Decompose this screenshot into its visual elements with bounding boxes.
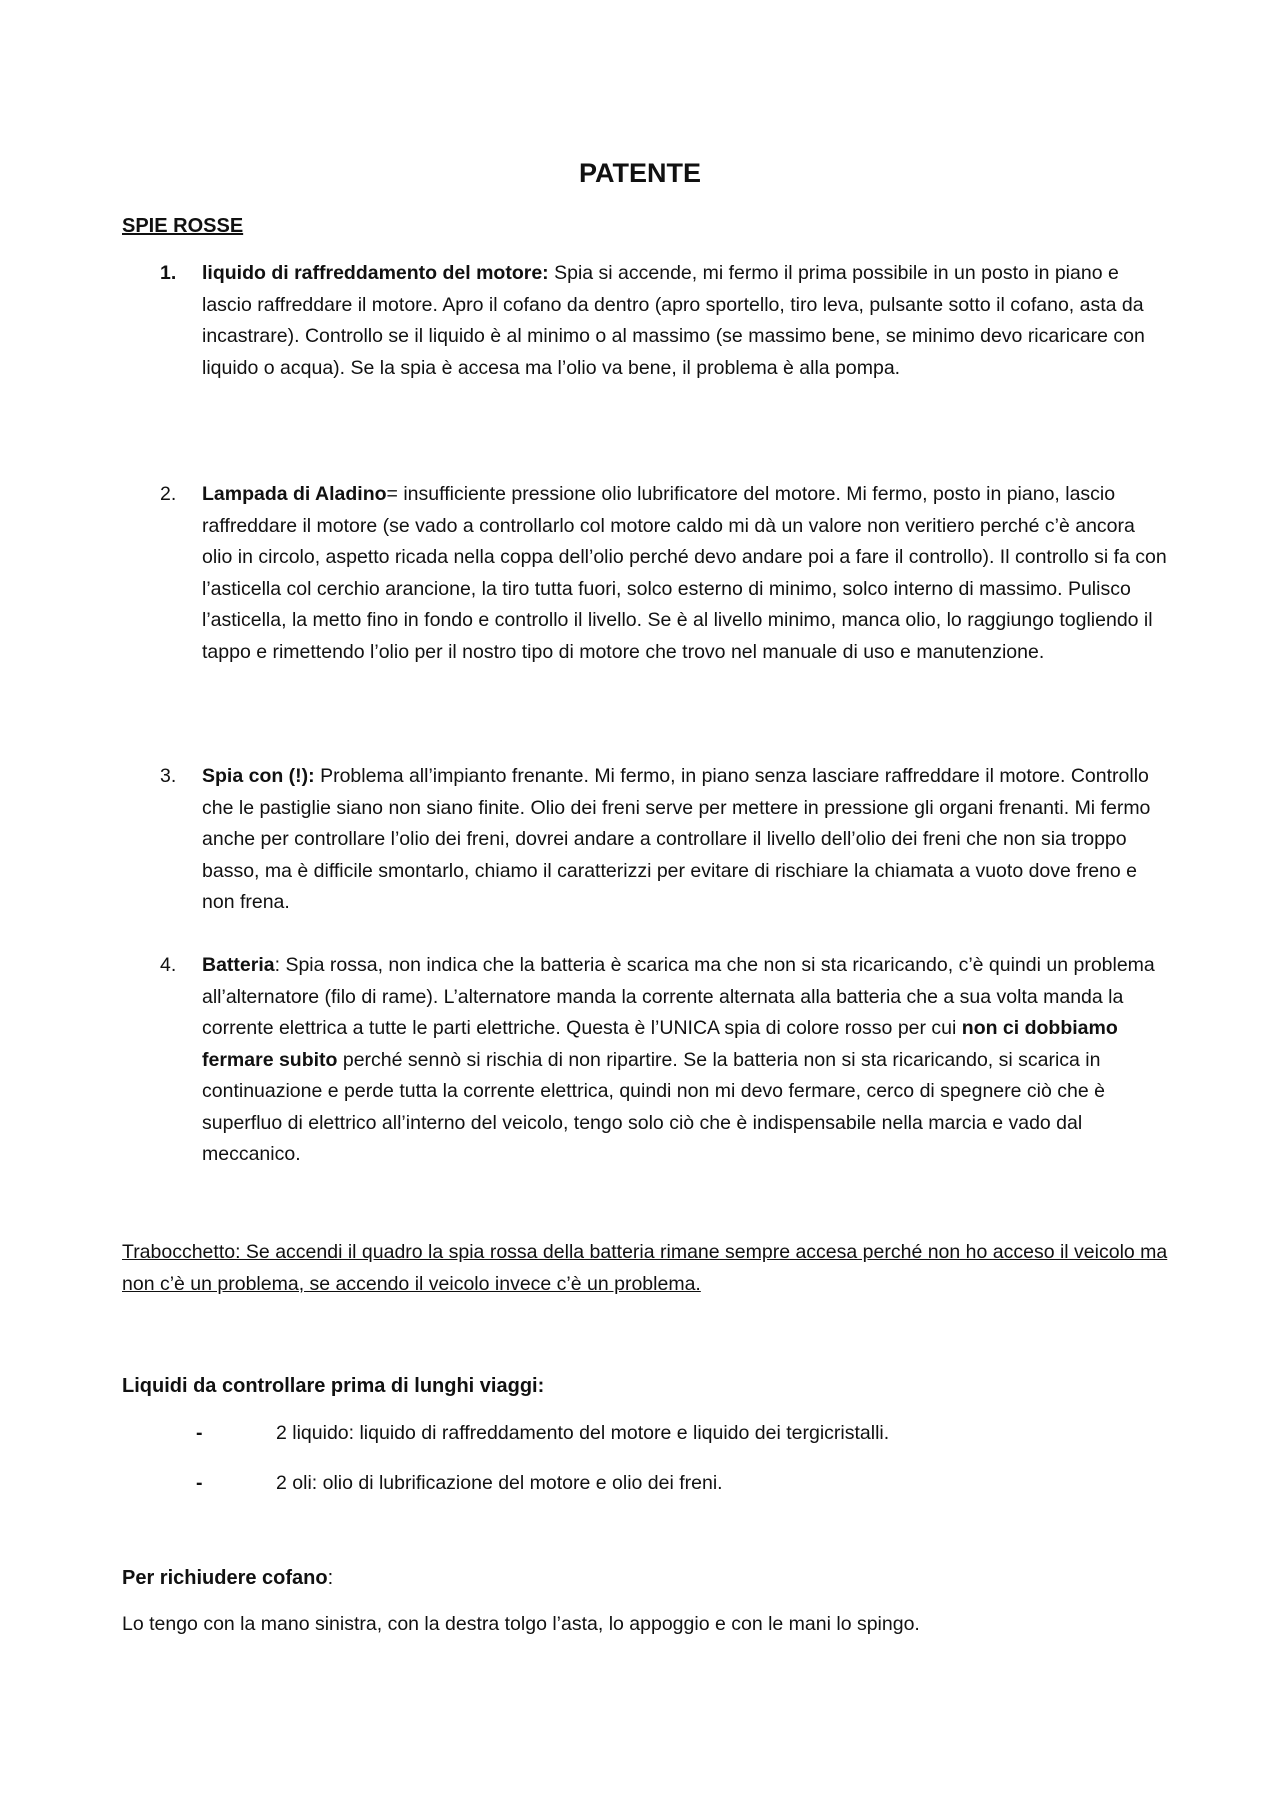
item-description-continued: perché sennò si rischia di non ripartire. Se la batteria non si sta ricaricando, si scarica in continuazione e perde tutta la corrente elettrica, quindi non mi devo fermare, cerco di spegnere ciò che è superfluo di elettrico all’interno del veicolo, tengo solo ciò che è indispensabile nella marcia e vado dal meccanico.: [202, 1048, 1105, 1165]
list-item-4: [160, 950, 1170, 1171]
list-item-text: [202, 258, 1170, 384]
item-description: = insufficiente pressione olio lubrificatore del motore. Mi fermo, posto in piano, lascio raffreddare il motore (se vado a controllarlo col motore caldo mi dà un valore non veritiero perché c’è ancora olio in circolo, aspetto ricada nella coppa dell’olio perché devo andare poi a fare il controllo). Il controllo si fa con l’asticella col cerchio arancione, la tiro tutta fuori, solco esterno di minimo, solco interno di massimo. Pulisco l’asticella, la metto fino in fondo e controllo il livello. Se è al livello minimo, manca olio, lo raggiungo togliendo il tappo e rimettendo l’olio per il nostro tipo di motore che trovo nel manuale di uso e manutenzione.: [202, 483, 1167, 663]
bullet-text: 2 oli: olio di lubrificazione del motore e olio dei freni.: [276, 1472, 723, 1494]
page-title: PATENTE: [578, 158, 701, 188]
trap-note: Trabocchetto: Se accendi il quadro la spia rossa della batteria rimane sempre accesa perché non ho acceso il veicolo ma non c’è un problema, se accendo il veicolo invece c’è un problema.: [122, 1241, 1168, 1295]
list-item-3: [160, 761, 1170, 919]
list-item-text: [202, 761, 1170, 919]
list-item-text: [202, 950, 1170, 1171]
section-heading-red-lights: SPIE ROSSE: [122, 215, 244, 237]
list-number: 2.: [160, 483, 177, 505]
list-item-text: [202, 479, 1170, 668]
bullet-dash: -: [196, 1422, 203, 1444]
hood-heading-colon: :: [327, 1567, 334, 1589]
item-keyword: Spia con (!):: [202, 765, 315, 787]
list-number: 1.: [160, 262, 177, 284]
bullet-text: 2 liquido: liquido di raffreddamento del motore e liquido dei tergicristalli.: [276, 1422, 890, 1444]
item-keyword: liquido di raffreddamento del motore:: [202, 262, 549, 284]
hood-heading-text: Per richiudere cofano: [122, 1567, 328, 1589]
item-emphasis: non ci dobbiamo fermare subito: [202, 1017, 1118, 1071]
hood-paragraph: Lo tengo con la mano sinistra, con la destra tolgo l’asta, lo appoggio e con le mani lo spingo.: [122, 1613, 920, 1635]
list-number: 4.: [160, 954, 177, 976]
item-description: Spia si accende, mi fermo il prima possibile in un posto in piano e lascio raffreddare il motore. Apro il cofano da dentro (apro sportello, tiro leva, pulsante sotto il cofano, asta da incastrare). Controllo se il liquido è al minimo o al massimo (se massimo bene, se minimo devo ricaricare con liquido o acqua). Se la spia è accesa ma l’olio va bene, il problema è alla pompa.: [202, 262, 1145, 379]
list-item-2: [160, 479, 1170, 668]
list-number: 3.: [160, 765, 177, 787]
section-heading-liquids: Liquidi da controllare prima di lunghi viaggi:: [122, 1375, 545, 1397]
section-heading-hood: [122, 1567, 333, 1590]
item-keyword: Lampada di Aladino: [202, 483, 387, 505]
item-description: Problema all’impianto frenante. Mi fermo, in piano senza lasciare raffreddare il motore. Controllo che le pastiglie siano non siano finite. Olio dei freni serve per mettere in pressione gli organi frenanti. Mi fermo anche per controllare l’olio dei freni, dovrei andare a controllare il livello dell’olio dei freni che non sia troppo basso, ma è difficile smontarlo, chiamo il caratterizzi per evitare di rischiare la chiamata a vuoto dove freno e non frena.: [202, 765, 1151, 913]
list-item-1: [160, 258, 1170, 384]
item-description: : Spia rossa, non indica che la batteria è scarica ma che non si sta ricaricando, c’è quindi un problema all’alternatore (filo di rame). L’alternatore manda la corrente alternata alla batteria che a sua volta manda la corrente elettrica a tutte le parti elettriche. Questa è l’UNICA spia di colore rosso per cui: [202, 954, 1155, 1039]
bullet-dash: -: [196, 1472, 203, 1494]
item-keyword: Batteria: [202, 954, 275, 976]
